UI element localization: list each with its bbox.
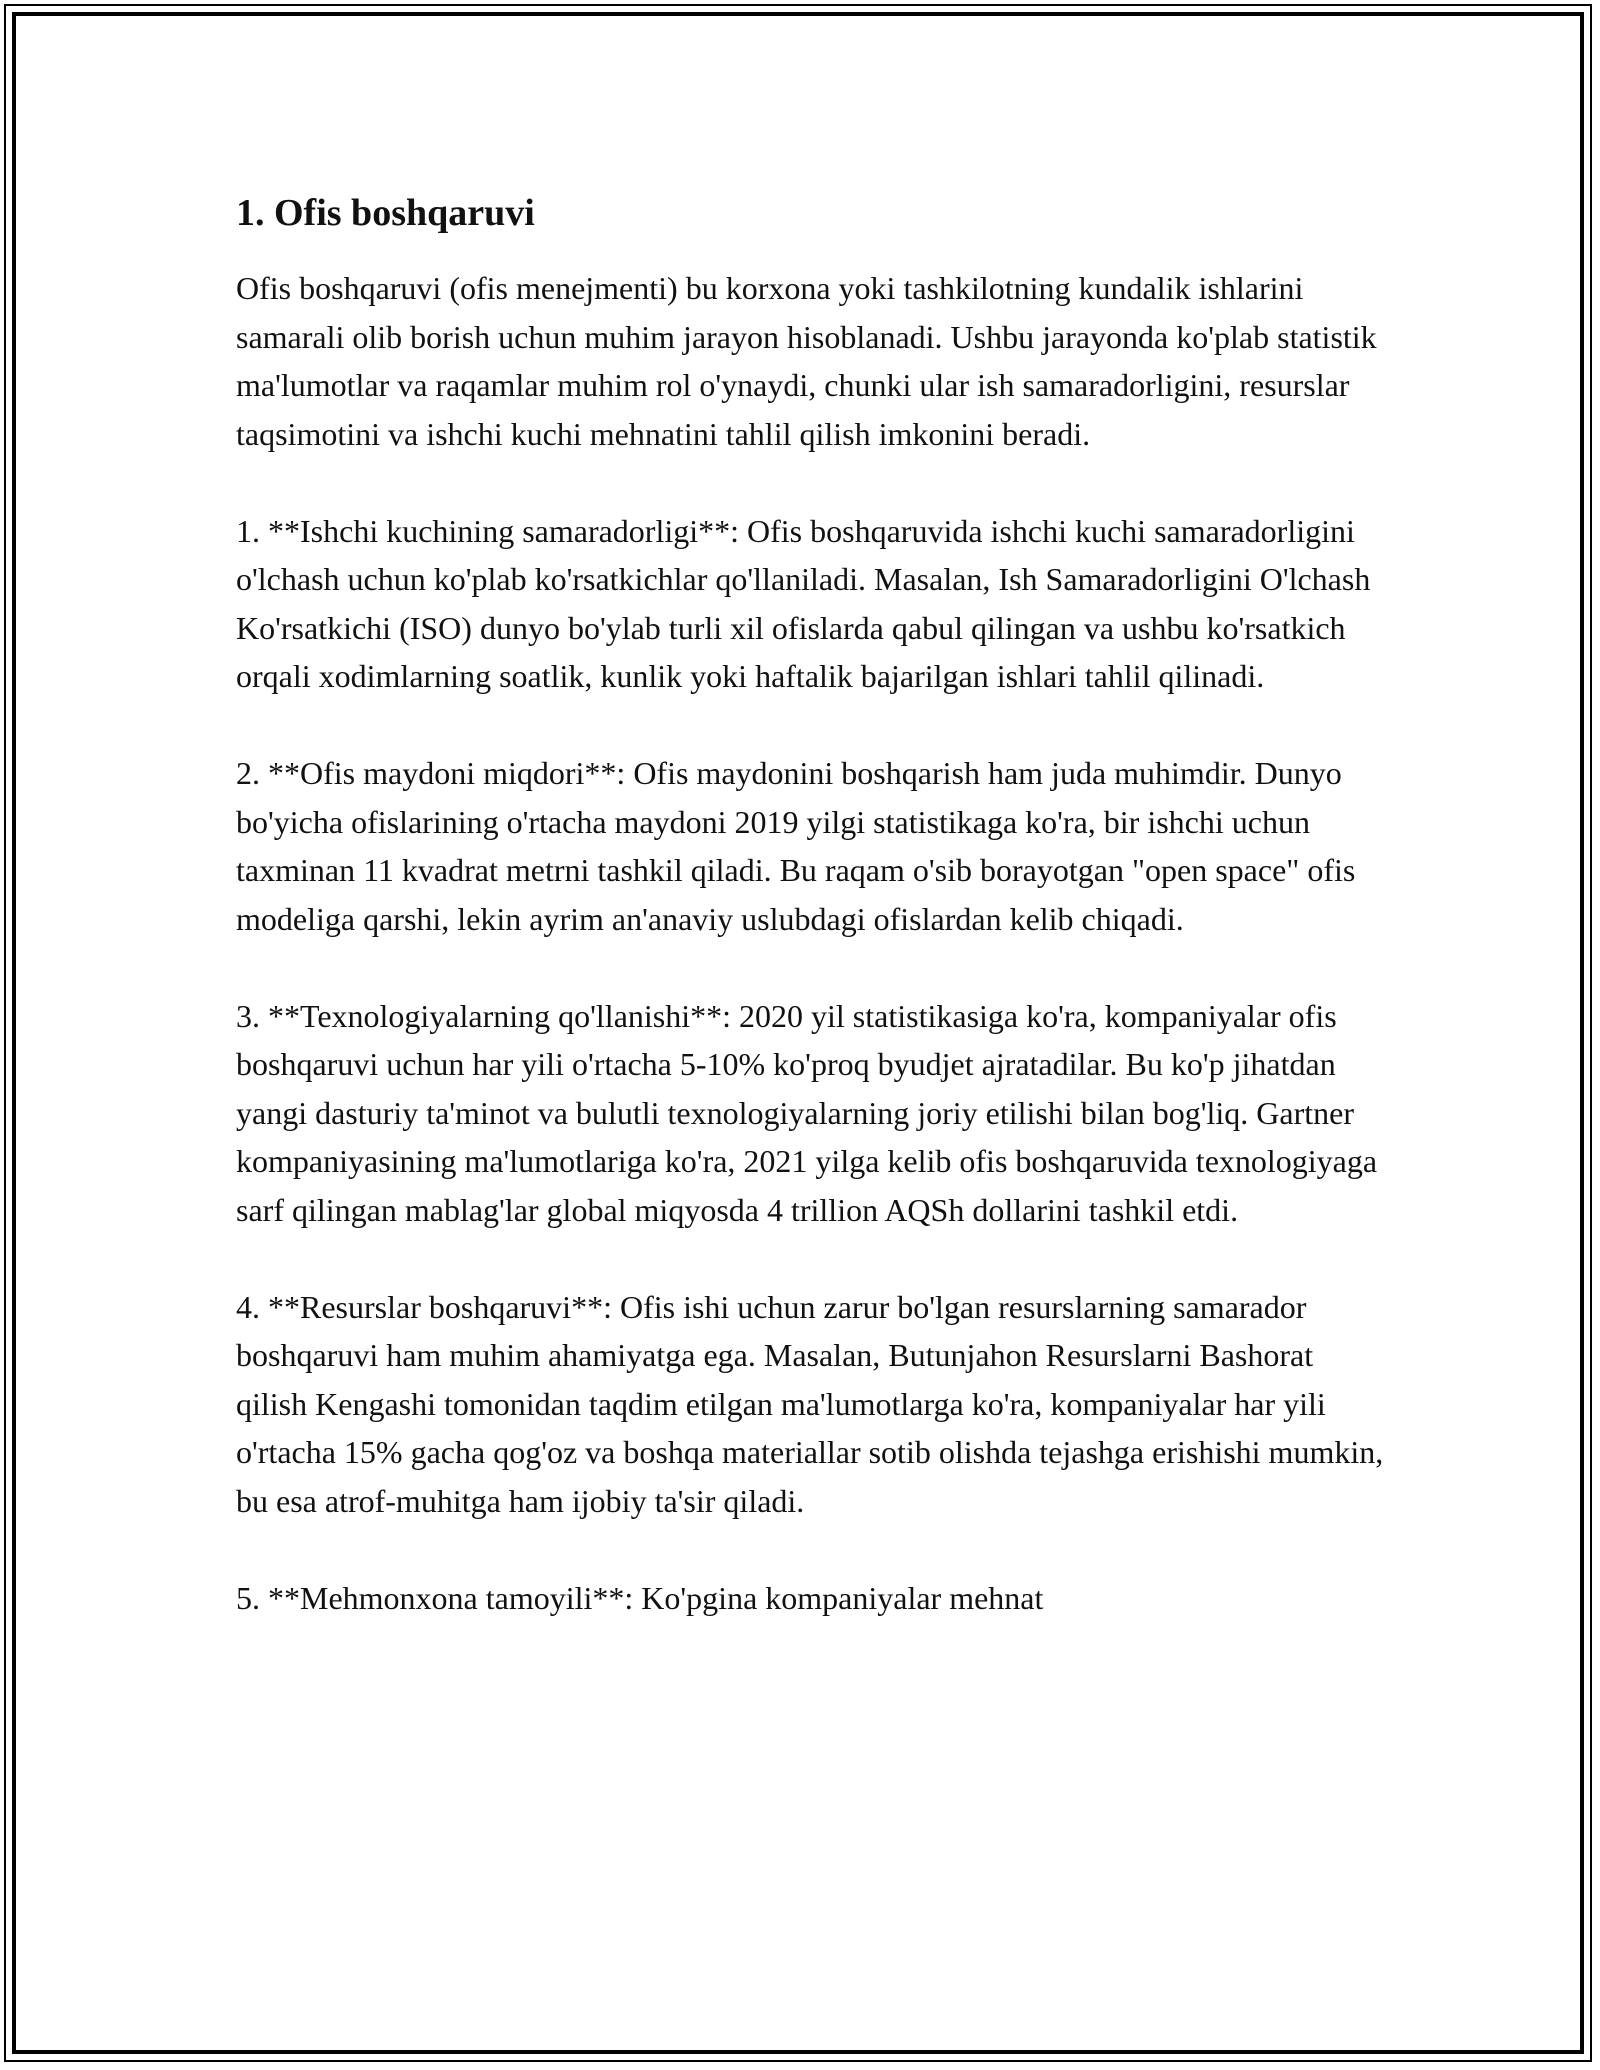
intro-paragraph: Ofis boshqaruvi (ofis menejmenti) bu korxona yoki tashkilotning kundalik ishlarini samarali olib borish uchun muhim jarayon hisoblanadi. Ushbu jarayonda ko'plab statistik ma'lumotlar va raqamlar muhim rol o'ynaydi, chunki ular ish samaradorligini, resurslar taqsimotini va ishchi kuchi mehnatini tahlil qilish imkonini beradi.	[236, 270, 1377, 452]
paragraph-hospitality-principle: 5. **Mehmonxona tamoyili**: Ko'pgina kompaniyalar mehnat	[236, 1579, 1044, 1616]
document-title: 1. Ofis boshqaruvi	[236, 192, 535, 234]
paragraph-workforce-efficiency: 1. **Ishchi kuchining samaradorligi**: Ofis boshqaruvida ishchi kuchi samaradorligini o'lchash uchun ko'plab ko'rsatkichlar qo'llaniladi. Masalan, Ish Samaradorligini O'lchash Ko'rsatkichi (ISO) dunyo bo'ylab turli xil ofislarda qabul qilingan va ushbu ko'rsatkich orqali xodimlarning soatlik, kunlik yoki haftalik bajarilgan ishlari tahlil qilinadi.	[236, 512, 1371, 694]
paragraph-resource-management: 4. **Resurslar boshqaruvi**: Ofis ishi uchun zarur bo'lgan resurslarning samarador boshqaruvi ham muhim ahamiyatga ega. Masalan, Butunjahon Resurslarni Bashorat qilish Kengashi tomonidan taqdim etilgan ma'lumotlarga ko'ra, kompaniyalar har yili o'rtacha 15% gacha qog'oz va boshqa materiallar sotib olishda tejashga erishishi mumkin, bu esa atrof-muhitga ham ijobiy ta'sir qiladi.	[236, 1288, 1384, 1519]
paragraph-office-space: 2. **Ofis maydoni miqdori**: Ofis maydonini boshqarish ham juda muhimdir. Dunyo bo'yicha ofislarining o'rtacha maydoni 2019 yilgi statistikaga ko'ra, bir ishchi uchun taxminan 11 kvadrat metrni tashkil qiladi. Bu raqam o'sib borayotgan "open space" ofis modeliga qarshi, lekin ayrim an'anaviy uslubdagi ofislardan kelib chiqadi.	[236, 755, 1356, 937]
paragraph-technology-usage: 3. **Texnologiyalarning qo'llanishi**: 2020 yil statistikasiga ko'ra, kompaniyalar ofis boshqaruvi uchun har yili o'rtacha 5-10% ko'proq byudjet ajratadilar. Bu ko'p jihatdan yangi dasturiy ta'minot va bulutli texnologiyalarning joriy etilishi bilan bog'liq. Gartner kompaniyasining ma'lumotlariga ko'ra, 2021 yilga kelib ofis boshqaruvida texnologiyaga sarf qilingan mablag'lar global miqyosda 4 trillion AQSh dollarini tashkil etdi.	[236, 997, 1378, 1228]
document-body	[236, 190, 1386, 1671]
